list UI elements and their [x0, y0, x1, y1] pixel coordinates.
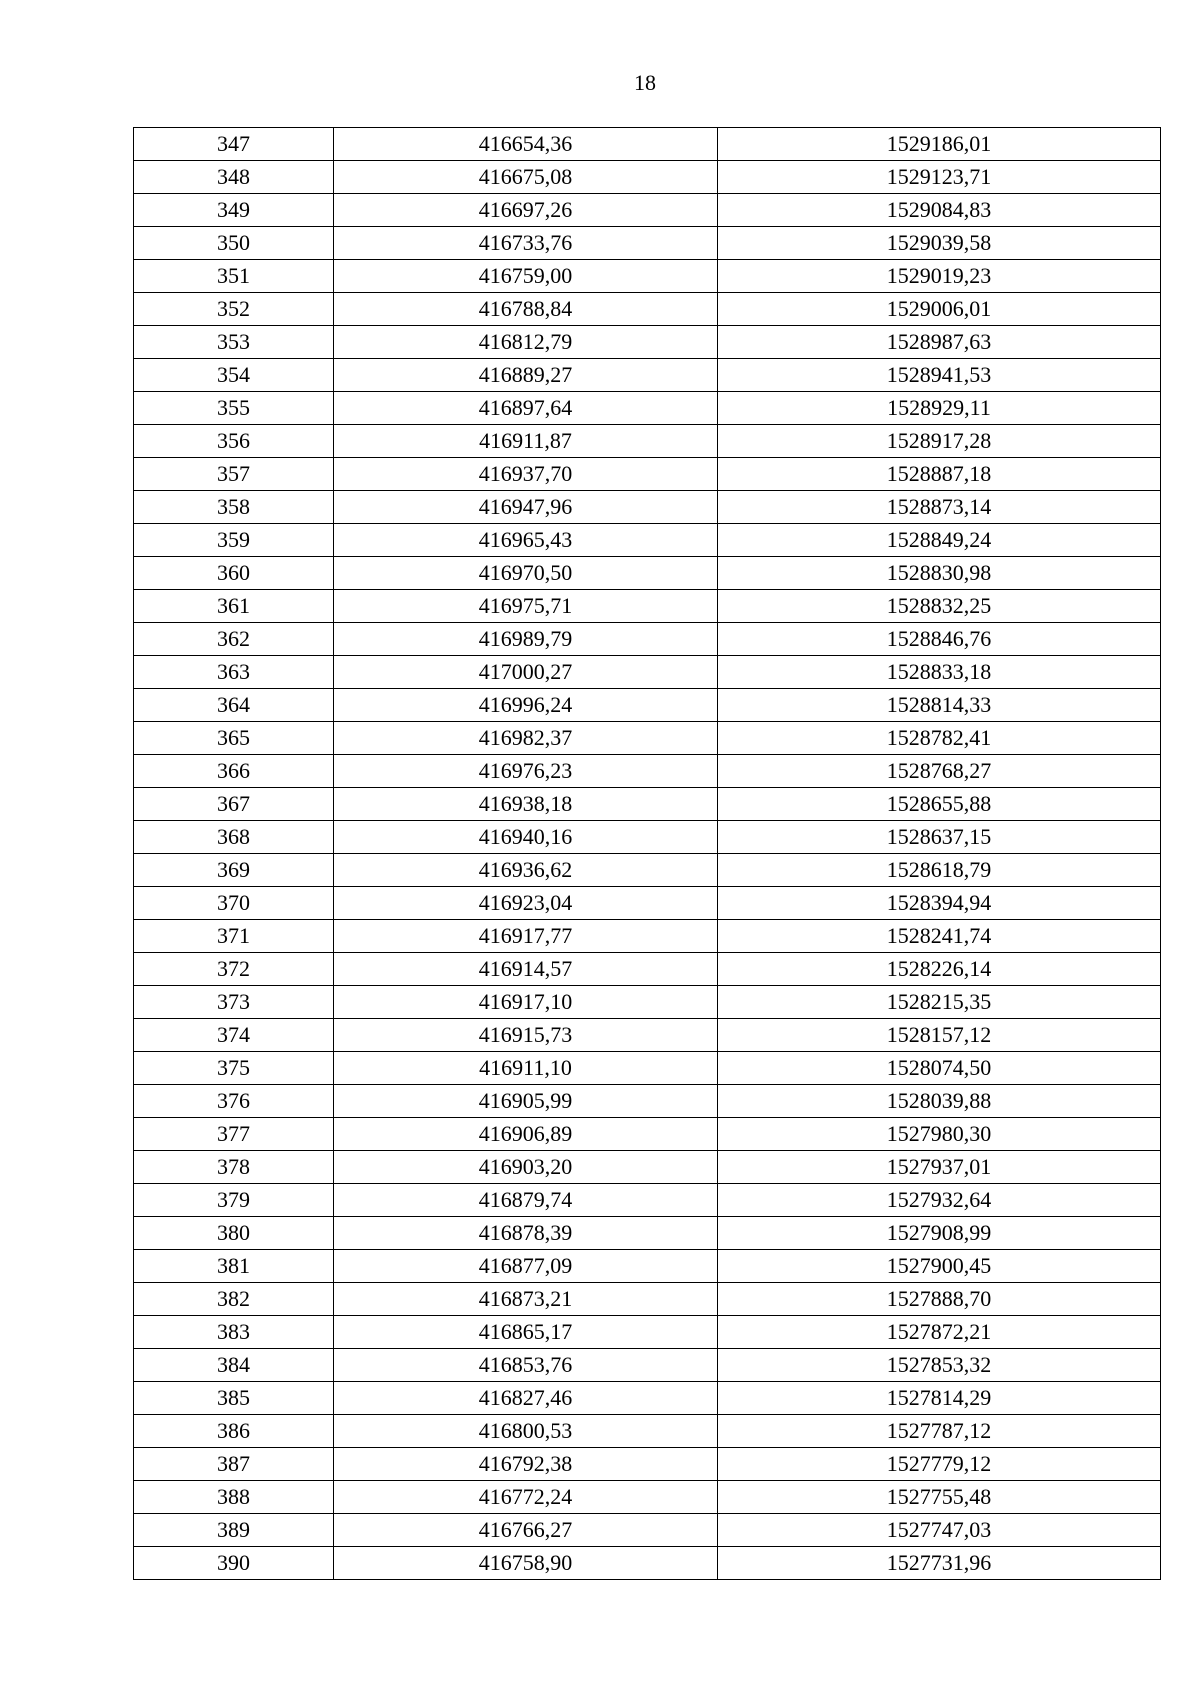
y-coordinate-cell: 1528782,41: [718, 722, 1161, 755]
y-coordinate-cell: 1528941,53: [718, 359, 1161, 392]
x-coordinate-cell: 416914,57: [334, 953, 718, 986]
y-coordinate-cell: 1528849,24: [718, 524, 1161, 557]
y-coordinate-cell: 1528830,98: [718, 557, 1161, 590]
table-row: [134, 788, 1161, 821]
point-number-cell: 357: [134, 458, 334, 491]
table-row: [134, 722, 1161, 755]
table-row: [134, 755, 1161, 788]
table-row: [134, 161, 1161, 194]
point-number-cell: 376: [134, 1085, 334, 1118]
point-number-cell: 374: [134, 1019, 334, 1052]
point-number-cell: 353: [134, 326, 334, 359]
table-row: [134, 128, 1161, 161]
y-coordinate-cell: 1528618,79: [718, 854, 1161, 887]
y-coordinate-cell: 1528394,94: [718, 887, 1161, 920]
x-coordinate-cell: 416940,16: [334, 821, 718, 854]
y-coordinate-cell: 1528833,18: [718, 656, 1161, 689]
table-row: [134, 887, 1161, 920]
table-row: [134, 1118, 1161, 1151]
y-coordinate-cell: 1528241,74: [718, 920, 1161, 953]
y-coordinate-cell: 1528157,12: [718, 1019, 1161, 1052]
point-number-cell: 375: [134, 1052, 334, 1085]
point-number-cell: 377: [134, 1118, 334, 1151]
y-coordinate-cell: 1527872,21: [718, 1316, 1161, 1349]
x-coordinate-cell: 416965,43: [334, 524, 718, 557]
table-row: [134, 1052, 1161, 1085]
x-coordinate-cell: 416877,09: [334, 1250, 718, 1283]
y-coordinate-cell: 1527932,64: [718, 1184, 1161, 1217]
x-coordinate-cell: 417000,27: [334, 656, 718, 689]
y-coordinate-cell: 1527888,70: [718, 1283, 1161, 1316]
x-coordinate-cell: 416675,08: [334, 161, 718, 194]
x-coordinate-cell: 416766,27: [334, 1514, 718, 1547]
x-coordinate-cell: 416938,18: [334, 788, 718, 821]
table-row: [134, 821, 1161, 854]
x-coordinate-cell: 416915,73: [334, 1019, 718, 1052]
y-coordinate-cell: 1527747,03: [718, 1514, 1161, 1547]
x-coordinate-cell: 416911,87: [334, 425, 718, 458]
point-number-cell: 370: [134, 887, 334, 920]
table-row: [134, 590, 1161, 623]
point-number-cell: 387: [134, 1448, 334, 1481]
point-number-cell: 389: [134, 1514, 334, 1547]
x-coordinate-cell: 416733,76: [334, 227, 718, 260]
table-row: [134, 326, 1161, 359]
y-coordinate-cell: 1527731,96: [718, 1547, 1161, 1580]
y-coordinate-cell: 1528887,18: [718, 458, 1161, 491]
point-number-cell: 388: [134, 1481, 334, 1514]
table-row: [134, 920, 1161, 953]
y-coordinate-cell: 1529084,83: [718, 194, 1161, 227]
y-coordinate-cell: 1529006,01: [718, 293, 1161, 326]
point-number-cell: 363: [134, 656, 334, 689]
y-coordinate-cell: 1528846,76: [718, 623, 1161, 656]
table-row: [134, 491, 1161, 524]
point-number-cell: 368: [134, 821, 334, 854]
x-coordinate-cell: 416903,20: [334, 1151, 718, 1184]
x-coordinate-cell: 416800,53: [334, 1415, 718, 1448]
point-number-cell: 380: [134, 1217, 334, 1250]
point-number-cell: 383: [134, 1316, 334, 1349]
x-coordinate-cell: 416879,74: [334, 1184, 718, 1217]
point-number-cell: 371: [134, 920, 334, 953]
y-coordinate-cell: 1527853,32: [718, 1349, 1161, 1382]
point-number-cell: 365: [134, 722, 334, 755]
point-number-cell: 386: [134, 1415, 334, 1448]
point-number-cell: 367: [134, 788, 334, 821]
point-number-cell: 369: [134, 854, 334, 887]
table-row: [134, 425, 1161, 458]
point-number-cell: 352: [134, 293, 334, 326]
point-number-cell: 381: [134, 1250, 334, 1283]
y-coordinate-cell: 1528655,88: [718, 788, 1161, 821]
x-coordinate-cell: 416975,71: [334, 590, 718, 623]
y-coordinate-cell: 1528768,27: [718, 755, 1161, 788]
table-row: [134, 1547, 1161, 1580]
point-number-cell: 358: [134, 491, 334, 524]
table-row: [134, 1283, 1161, 1316]
y-coordinate-cell: 1528814,33: [718, 689, 1161, 722]
y-coordinate-cell: 1528215,35: [718, 986, 1161, 1019]
x-coordinate-cell: 416923,04: [334, 887, 718, 920]
x-coordinate-cell: 416897,64: [334, 392, 718, 425]
x-coordinate-cell: 416654,36: [334, 128, 718, 161]
x-coordinate-cell: 416947,96: [334, 491, 718, 524]
x-coordinate-cell: 416873,21: [334, 1283, 718, 1316]
table-row: [134, 557, 1161, 590]
y-coordinate-cell: 1527814,29: [718, 1382, 1161, 1415]
table-row: [134, 1250, 1161, 1283]
point-number-cell: 354: [134, 359, 334, 392]
point-number-cell: 384: [134, 1349, 334, 1382]
point-number-cell: 382: [134, 1283, 334, 1316]
point-number-cell: 348: [134, 161, 334, 194]
y-coordinate-cell: 1529019,23: [718, 260, 1161, 293]
y-coordinate-cell: 1528832,25: [718, 590, 1161, 623]
point-number-cell: 362: [134, 623, 334, 656]
point-number-cell: 373: [134, 986, 334, 1019]
point-number-cell: 350: [134, 227, 334, 260]
table-row: [134, 854, 1161, 887]
table-row: [134, 1019, 1161, 1052]
table-row: [134, 1415, 1161, 1448]
x-coordinate-cell: 416788,84: [334, 293, 718, 326]
page-number: 18: [634, 70, 656, 95]
y-coordinate-cell: 1528039,88: [718, 1085, 1161, 1118]
table-row: [134, 359, 1161, 392]
table-row: [134, 458, 1161, 491]
y-coordinate-cell: 1527980,30: [718, 1118, 1161, 1151]
y-coordinate-cell: 1527900,45: [718, 1250, 1161, 1283]
y-coordinate-cell: 1528637,15: [718, 821, 1161, 854]
y-coordinate-cell: 1527755,48: [718, 1481, 1161, 1514]
y-coordinate-cell: 1529123,71: [718, 161, 1161, 194]
x-coordinate-cell: 416772,24: [334, 1481, 718, 1514]
y-coordinate-cell: 1528917,28: [718, 425, 1161, 458]
table-row: [134, 986, 1161, 1019]
table-row: [134, 953, 1161, 986]
x-coordinate-cell: 416792,38: [334, 1448, 718, 1481]
y-coordinate-cell: 1527787,12: [718, 1415, 1161, 1448]
y-coordinate-cell: 1528074,50: [718, 1052, 1161, 1085]
x-coordinate-cell: 416976,23: [334, 755, 718, 788]
table-row: [134, 1151, 1161, 1184]
coordinates-table: [133, 127, 1161, 1580]
x-coordinate-cell: 416697,26: [334, 194, 718, 227]
point-number-cell: 356: [134, 425, 334, 458]
y-coordinate-cell: 1528226,14: [718, 953, 1161, 986]
table-row: [134, 1085, 1161, 1118]
point-number-cell: 379: [134, 1184, 334, 1217]
point-number-cell: 347: [134, 128, 334, 161]
x-coordinate-cell: 416937,70: [334, 458, 718, 491]
x-coordinate-cell: 416996,24: [334, 689, 718, 722]
x-coordinate-cell: 416827,46: [334, 1382, 718, 1415]
table-row: [134, 392, 1161, 425]
x-coordinate-cell: 416936,62: [334, 854, 718, 887]
point-number-cell: 378: [134, 1151, 334, 1184]
table-row: [134, 623, 1161, 656]
y-coordinate-cell: 1528929,11: [718, 392, 1161, 425]
x-coordinate-cell: 416758,90: [334, 1547, 718, 1580]
y-coordinate-cell: 1528873,14: [718, 491, 1161, 524]
table-row: [134, 1217, 1161, 1250]
x-coordinate-cell: 416812,79: [334, 326, 718, 359]
point-number-cell: 359: [134, 524, 334, 557]
x-coordinate-cell: 416911,10: [334, 1052, 718, 1085]
x-coordinate-cell: 416917,77: [334, 920, 718, 953]
coordinates-table-body: [134, 128, 1161, 1580]
point-number-cell: 366: [134, 755, 334, 788]
x-coordinate-cell: 416759,00: [334, 260, 718, 293]
y-coordinate-cell: 1528987,63: [718, 326, 1161, 359]
point-number-cell: 364: [134, 689, 334, 722]
x-coordinate-cell: 416917,10: [334, 986, 718, 1019]
x-coordinate-cell: 416889,27: [334, 359, 718, 392]
x-coordinate-cell: 416905,99: [334, 1085, 718, 1118]
x-coordinate-cell: 416989,79: [334, 623, 718, 656]
point-number-cell: 372: [134, 953, 334, 986]
table-row: [134, 1514, 1161, 1547]
table-row: [134, 293, 1161, 326]
table-row: [134, 1382, 1161, 1415]
y-coordinate-cell: 1529039,58: [718, 227, 1161, 260]
x-coordinate-cell: 416865,17: [334, 1316, 718, 1349]
point-number-cell: 351: [134, 260, 334, 293]
x-coordinate-cell: 416982,37: [334, 722, 718, 755]
table-row: [134, 260, 1161, 293]
x-coordinate-cell: 416970,50: [334, 557, 718, 590]
point-number-cell: 360: [134, 557, 334, 590]
table-row: [134, 1184, 1161, 1217]
y-coordinate-cell: 1527937,01: [718, 1151, 1161, 1184]
y-coordinate-cell: 1527779,12: [718, 1448, 1161, 1481]
x-coordinate-cell: 416906,89: [334, 1118, 718, 1151]
point-number-cell: 349: [134, 194, 334, 227]
table-row: [134, 656, 1161, 689]
table-row: [134, 194, 1161, 227]
point-number-cell: 361: [134, 590, 334, 623]
x-coordinate-cell: 416853,76: [334, 1349, 718, 1382]
point-number-cell: 385: [134, 1382, 334, 1415]
x-coordinate-cell: 416878,39: [334, 1217, 718, 1250]
table-row: [134, 1481, 1161, 1514]
y-coordinate-cell: 1529186,01: [718, 128, 1161, 161]
table-row: [134, 689, 1161, 722]
table-row: [134, 1448, 1161, 1481]
y-coordinate-cell: 1527908,99: [718, 1217, 1161, 1250]
table-row: [134, 1349, 1161, 1382]
table-row: [134, 524, 1161, 557]
point-number-cell: 390: [134, 1547, 334, 1580]
table-row: [134, 227, 1161, 260]
point-number-cell: 355: [134, 392, 334, 425]
table-row: [134, 1316, 1161, 1349]
